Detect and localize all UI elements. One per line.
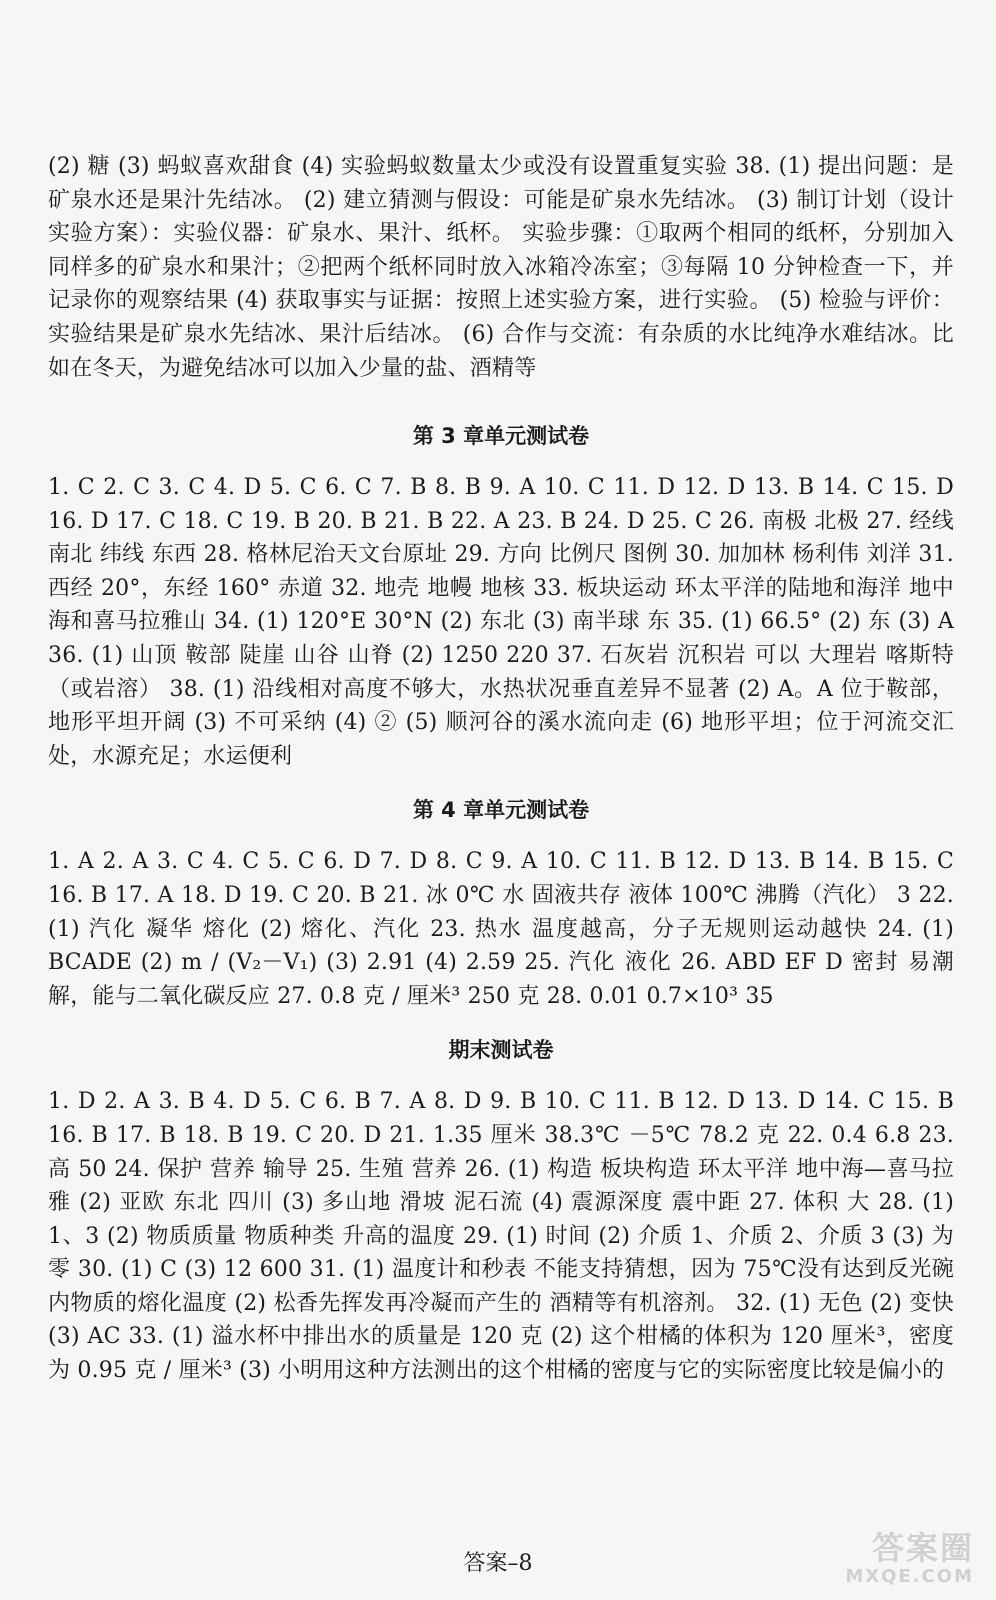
chapter-4-title: 第 4 章单元测试卷	[412, 798, 590, 823]
chapter-4-answers: 1. A 2. A 3. C 4. C 5. C 6. D 7. D 8. C 9. A 10. C 11. B 12. D 13. B 14. B 15. C 16. B 17. A 18. D 19. C 20. B 21. 冰 0℃ 水 固液共存 液体 100℃ 沸腾（汽化） 3 22. (1) 汽化 凝华 熔化 (2) 熔化、汽化 23. 热水 温度越高，分子无规则运动越快 24. (1) BCADE (2) m / (V₂－V₁) (3) 2.91 (4) 2.59 25. 汽化 液化 26. ABD EF D 密封 易潮解，能与二氧化碳反应 27. 0.8 克 / 厘米³ 250 克 28. 0.01 0.7×10³ 35	[48, 849, 954, 1009]
answer-page	[48, 150, 954, 1388]
final-exam-answers: 1. D 2. A 3. B 4. D 5. C 6. B 7. A 8. D 9. B 10. C 11. B 12. D 13. D 14. C 15. B 16. B 17. B 18. B 19. C 20. D 21. 1.35 厘米 38.3℃ －5℃ 78.2 克 22. 0.4 6.8 23. 高 50 24. 保护 营养 输导 25. 生殖 营养 26. (1) 构造 板块构造 环太平洋 地中海—喜马拉雅 (2) 亚欧 东北 四川 (3) 多山地 滑坡 泥石流 (4) 震源深度 震中距 27. 体积 大 28. (1) 1、3 (2) 物质质量 物质种类 升高的温度 29. (1) 时间 (2) 介质 1、介质 2、介质 3 (3) 为零 30. (1) C (3) 12 600 31. (1) 温度计和秒表 不能支持猜想，因为 75℃没有达到反光碗内物质的熔化温度 (2) 松香先挥发再冷凝而产生的 酒精等有机溶剂。 32. (1) 无色 (2) 变快 (3) AC 33. (1) 溢水杯中排出水的质量是 120 克 (2) 这个柑橘的体积为 120 厘米³，密度为 0.95 克 / 厘米³ (3) 小明用这种方法测出的这个柑橘的密度与它的实际密度比较是偏小的	[48, 1089, 954, 1384]
watermark-title: 答案圈	[871, 1529, 974, 1567]
intro-answers: (2) 糖 (3) 蚂蚁喜欢甜食 (4) 实验蚂蚁数量太少或没有设置重复实验 38. (1) 提出问题：是矿泉水还是果汁先结冰。 (2) 建立猜测与假设：可能是矿泉水先结冰。 (3) 制订计划（设计实验方案）：实验仪器：矿泉水、果汁、纸杯。 实验步骤：①取两个相同的纸杯，分别加入同样多的矿泉水和果汁；②把两个纸杯同时放入冰箱冷冻室；③每隔 10 分钟检查一下，并记录你的观察结果 (4) 获取事实与证据：按照上述实验方案，进行实验。 (5) 检验与评价：实验结果是矿泉水先结冰、果汁后结冰。 (6) 合作与交流：有杂质的水比纯净水难结冰。比如在冬天，为避免结冰可以加入少量的盐、酒精等	[48, 154, 954, 381]
page-number: 答案–8	[463, 1551, 533, 1576]
chapter-3-title: 第 3 章单元测试卷	[412, 424, 590, 448]
section-chapter-3	[48, 419, 954, 773]
final-exam-title: 期末测试卷	[448, 1038, 554, 1063]
watermark-url: MXQE.COM	[845, 1566, 974, 1587]
watermark-logo	[806, 1530, 974, 1588]
section-chapter-4	[48, 793, 954, 1013]
section-final-exam	[48, 1033, 954, 1387]
section-intro	[48, 150, 954, 385]
chapter-3-answers: 1. C 2. C 3. C 4. D 5. C 6. C 7. B 8. B 9. A 10. C 11. D 12. D 13. B 14. C 15. D 16. D 17. C 18. C 19. B 20. B 21. B 22. A 23. B 24. D 25. C 26. 南极 北极 27. 经线 南北 纬线 东西 28. 格林尼治天文台原址 29. 方向 比例尺 图例 30. 加加林 杨利伟 刘洋 31. 西经 20°，东经 160° 赤道 32. 地壳 地幔 地核 33. 板块运动 环太平洋的陆地和海洋 地中海和喜马拉雅山 34. (1) 120°E 30°N (2) 东北 (3) 南半球 东 35. (1) 66.5° (2) 东 (3) A 36. (1) 山顶 鞍部 陡崖 山谷 山脊 (2) 1250 220 37. 石灰岩 沉积岩 可以 大理岩 喀斯特（或岩溶） 38. (1) 沿线相对高度不够大，水热状况垂直差异不显著 (2) A。A 位于鞍部，地形平坦开阔 (3) 不可采纳 (4) ② (5) 顺河谷的溪水流向走 (6) 地形平坦；位于河流交汇处，水源充足；水运便利	[48, 475, 954, 769]
